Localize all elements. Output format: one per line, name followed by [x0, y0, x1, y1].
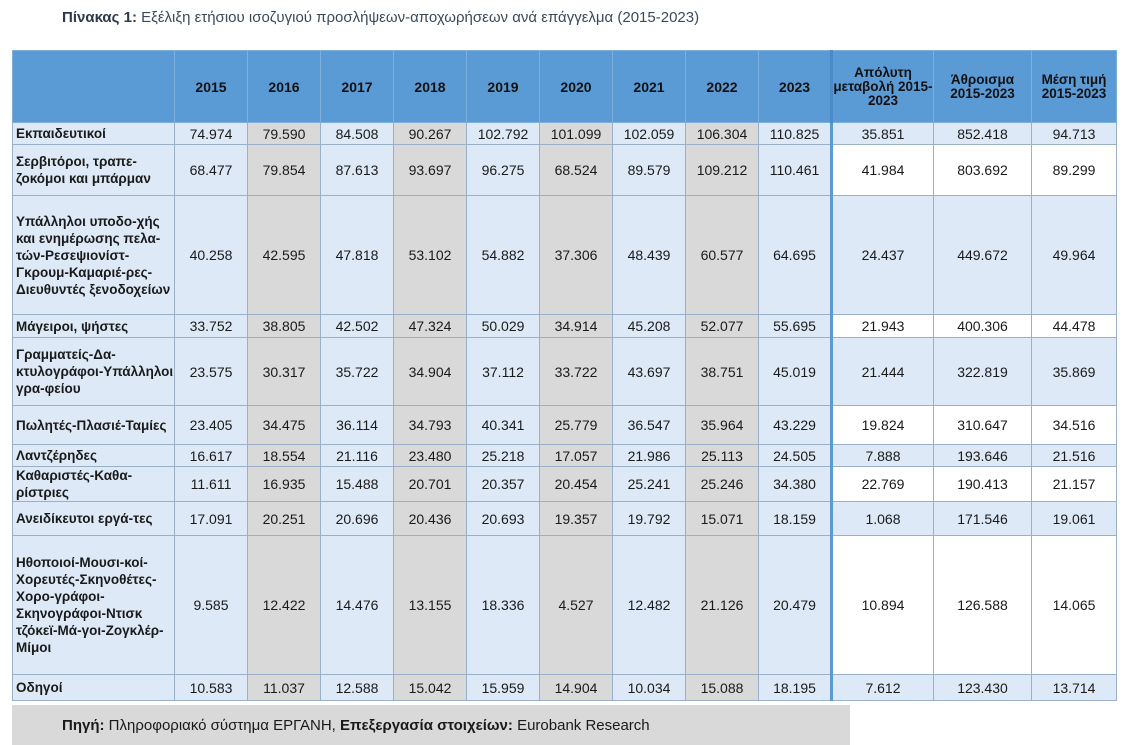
table-cell: 64.695: [759, 196, 832, 315]
table-cell: 41.984: [832, 145, 934, 196]
table-cell: 43.697: [613, 338, 686, 406]
table-cell: 15.959: [467, 675, 540, 701]
table-cell: 20.693: [467, 502, 540, 536]
column-header: 2019: [467, 51, 540, 123]
table-cell: 12.482: [613, 536, 686, 675]
row-label: Ανειδίκευτοι εργά-τες: [13, 502, 175, 536]
table-row: [13, 145, 1117, 196]
source-label: Πηγή:: [62, 717, 105, 734]
table-cell: 21.116: [321, 445, 394, 467]
table-cell: 20.696: [321, 502, 394, 536]
header-row: [13, 51, 1117, 123]
table-cell: 101.099: [540, 123, 613, 145]
table-cell: 68.524: [540, 145, 613, 196]
processing-value: Eurobank Research: [512, 717, 650, 734]
table-cell: 11.037: [248, 675, 321, 701]
table-row: [13, 675, 1117, 701]
table-cell: 15.042: [394, 675, 467, 701]
source-value: Πληροφοριακό σύστημα ΕΡΓΑΝΗ,: [104, 717, 341, 734]
table-cell: 20.454: [540, 467, 613, 502]
table-cell: 74.974: [175, 123, 248, 145]
table-cell: 15.071: [686, 502, 759, 536]
table-cell: 110.825: [759, 123, 832, 145]
table-cell: 35.722: [321, 338, 394, 406]
table-cell: 25.241: [613, 467, 686, 502]
column-header: 2021: [613, 51, 686, 123]
table-cell: 110.461: [759, 145, 832, 196]
processing-label: Επεξεργασία στοιχείων:: [340, 717, 513, 734]
row-label: Καθαριστές-Καθα-ρίστριες: [13, 467, 175, 502]
table-cell: 18.159: [759, 502, 832, 536]
table-cell: 53.102: [394, 196, 467, 315]
row-label: Πωλητές-Πλασιέ-Ταμίες: [13, 406, 175, 445]
table-cell: 19.357: [540, 502, 613, 536]
table-cell: 23.480: [394, 445, 467, 467]
table-cell: 34.793: [394, 406, 467, 445]
table-cell: 36.547: [613, 406, 686, 445]
table-cell: 322.819: [934, 338, 1032, 406]
table-cell: 49.964: [1032, 196, 1117, 315]
table-cell: 24.437: [832, 196, 934, 315]
table-cell: 34.914: [540, 315, 613, 338]
table-cell: 47.818: [321, 196, 394, 315]
table-cell: 109.212: [686, 145, 759, 196]
column-header: 2022: [686, 51, 759, 123]
column-header: Απόλυτη μεταβολή 2015-2023: [832, 51, 934, 123]
table-cell: 21.157: [1032, 467, 1117, 502]
table-cell: 21.986: [613, 445, 686, 467]
table-caption: [62, 9, 699, 26]
table-cell: 44.478: [1032, 315, 1117, 338]
table-cell: 20.479: [759, 536, 832, 675]
table-row: [13, 445, 1117, 467]
table-cell: 171.546: [934, 502, 1032, 536]
table-cell: 40.341: [467, 406, 540, 445]
table-cell: 33.722: [540, 338, 613, 406]
table-cell: 25.779: [540, 406, 613, 445]
table-cell: 7.612: [832, 675, 934, 701]
table-cell: 803.692: [934, 145, 1032, 196]
table-cell: 449.672: [934, 196, 1032, 315]
table-row: [13, 196, 1117, 315]
table-cell: 22.769: [832, 467, 934, 502]
table-cell: 34.516: [1032, 406, 1117, 445]
data-table-container: [12, 50, 1116, 701]
table-cell: 43.229: [759, 406, 832, 445]
table-cell: 93.697: [394, 145, 467, 196]
table-cell: 10.034: [613, 675, 686, 701]
table-cell: 68.477: [175, 145, 248, 196]
row-label: Εκπαιδευτικοί: [13, 123, 175, 145]
table-cell: 45.019: [759, 338, 832, 406]
column-header: Άθροισμα 2015-2023: [934, 51, 1032, 123]
table-cell: 106.304: [686, 123, 759, 145]
column-header: 2023: [759, 51, 832, 123]
row-label: Μάγειροι, ψήστες: [13, 315, 175, 338]
caption-text: Εξέλιξη ετήσιου ισοζυγιού προσλήψεων-αποχωρήσεων ανά επάγγελμα (2015-2023): [136, 9, 700, 26]
table-cell: 19.792: [613, 502, 686, 536]
table-cell: 35.869: [1032, 338, 1117, 406]
table-cell: 35.964: [686, 406, 759, 445]
table-row: [13, 406, 1117, 445]
table-cell: 17.057: [540, 445, 613, 467]
table-cell: 33.752: [175, 315, 248, 338]
table-cell: 35.851: [832, 123, 934, 145]
table-cell: 21.444: [832, 338, 934, 406]
table-cell: 18.195: [759, 675, 832, 701]
table-body: [13, 123, 1117, 701]
table-cell: 20.251: [248, 502, 321, 536]
table-cell: 102.059: [613, 123, 686, 145]
table-cell: 310.647: [934, 406, 1032, 445]
table-cell: 123.430: [934, 675, 1032, 701]
table-cell: 34.904: [394, 338, 467, 406]
table-cell: 94.713: [1032, 123, 1117, 145]
column-header: 2020: [540, 51, 613, 123]
table-cell: 126.588: [934, 536, 1032, 675]
table-row: [13, 315, 1117, 338]
table-cell: 25.246: [686, 467, 759, 502]
column-header: 2015: [175, 51, 248, 123]
table-cell: 193.646: [934, 445, 1032, 467]
table-cell: 10.583: [175, 675, 248, 701]
table-cell: 24.505: [759, 445, 832, 467]
table-cell: 48.439: [613, 196, 686, 315]
table-cell: 37.112: [467, 338, 540, 406]
table-cell: 23.575: [175, 338, 248, 406]
table-cell: 34.475: [248, 406, 321, 445]
table-cell: 190.413: [934, 467, 1032, 502]
table-row: [13, 338, 1117, 406]
table-cell: 20.357: [467, 467, 540, 502]
table-cell: 12.422: [248, 536, 321, 675]
table-cell: 37.306: [540, 196, 613, 315]
table-cell: 16.935: [248, 467, 321, 502]
table-cell: 36.114: [321, 406, 394, 445]
table-cell: 1.068: [832, 502, 934, 536]
table-row: [13, 502, 1117, 536]
row-label: Σερβιτόροι, τραπε-ζοκόμοι και μπάρμαν: [13, 145, 175, 196]
source-text: [62, 717, 650, 734]
table-cell: 21.516: [1032, 445, 1117, 467]
column-header: 2018: [394, 51, 467, 123]
header-corner: [13, 51, 175, 123]
table-cell: 11.611: [175, 467, 248, 502]
table-cell: 10.894: [832, 536, 934, 675]
row-label: Οδηγοί: [13, 675, 175, 701]
table-row: [13, 123, 1117, 145]
table-cell: 90.267: [394, 123, 467, 145]
table-cell: 16.617: [175, 445, 248, 467]
table-cell: 23.405: [175, 406, 248, 445]
table-cell: 79.590: [248, 123, 321, 145]
table-cell: 89.579: [613, 145, 686, 196]
table-cell: 21.126: [686, 536, 759, 675]
table-cell: 12.588: [321, 675, 394, 701]
table-cell: 55.695: [759, 315, 832, 338]
row-label: Λαντζέρηδες: [13, 445, 175, 467]
table-cell: 9.585: [175, 536, 248, 675]
table-cell: 102.792: [467, 123, 540, 145]
table-row: [13, 536, 1117, 675]
table-row: [13, 467, 1117, 502]
table-cell: 54.882: [467, 196, 540, 315]
column-header: Μέση τιμή 2015-2023: [1032, 51, 1117, 123]
table-cell: 89.299: [1032, 145, 1117, 196]
table-cell: 13.155: [394, 536, 467, 675]
table-cell: 14.065: [1032, 536, 1117, 675]
table-cell: 45.208: [613, 315, 686, 338]
table-cell: 84.508: [321, 123, 394, 145]
table-cell: 25.218: [467, 445, 540, 467]
table-cell: 50.029: [467, 315, 540, 338]
table-cell: 21.943: [832, 315, 934, 338]
table-cell: 42.595: [248, 196, 321, 315]
table-cell: 15.088: [686, 675, 759, 701]
table-cell: 7.888: [832, 445, 934, 467]
table-cell: 60.577: [686, 196, 759, 315]
table-cell: 25.113: [686, 445, 759, 467]
table-cell: 13.714: [1032, 675, 1117, 701]
table-cell: 400.306: [934, 315, 1032, 338]
column-header: 2017: [321, 51, 394, 123]
table-cell: 18.554: [248, 445, 321, 467]
table-cell: 14.904: [540, 675, 613, 701]
source-note: [12, 705, 850, 745]
table-cell: 19.061: [1032, 502, 1117, 536]
table-cell: 19.824: [832, 406, 934, 445]
row-label: Γραμματείς-Δα-κτυλογράφοι-Υπάλληλοι γρα-φείου: [13, 338, 175, 406]
table-cell: 4.527: [540, 536, 613, 675]
table-cell: 52.077: [686, 315, 759, 338]
table-cell: 40.258: [175, 196, 248, 315]
table-cell: 18.336: [467, 536, 540, 675]
table-cell: 15.488: [321, 467, 394, 502]
table-cell: 17.091: [175, 502, 248, 536]
table-cell: 20.436: [394, 502, 467, 536]
table-cell: 38.751: [686, 338, 759, 406]
table-cell: 47.324: [394, 315, 467, 338]
table-cell: 30.317: [248, 338, 321, 406]
row-label: Ηθοποιοί-Μουσι-κοί-Χορευτές-Σκηνοθέτες-Χορο-γράφοι-Σκηνογράφοι-Ντισκ τζόκεϊ-Μά-γοι-Ζογκλέρ-Μίμοι: [13, 536, 175, 675]
table-cell: 87.613: [321, 145, 394, 196]
table-cell: 34.380: [759, 467, 832, 502]
column-header: 2016: [248, 51, 321, 123]
table-cell: 79.854: [248, 145, 321, 196]
caption-label: Πίνακας 1:: [62, 9, 137, 26]
table-cell: 38.805: [248, 315, 321, 338]
table-cell: 42.502: [321, 315, 394, 338]
table-cell: 20.701: [394, 467, 467, 502]
table-cell: 96.275: [467, 145, 540, 196]
table-cell: 14.476: [321, 536, 394, 675]
row-label: Υπάλληλοι υποδο-χής και ενημέρωσης πελα-τών-Ρεσεψιονίστ-Γκρουμ-Καμαριέ-ρες-Διευθυντές ξενοδοχείων: [13, 196, 175, 315]
data-table: [12, 50, 1117, 701]
table-cell: 852.418: [934, 123, 1032, 145]
